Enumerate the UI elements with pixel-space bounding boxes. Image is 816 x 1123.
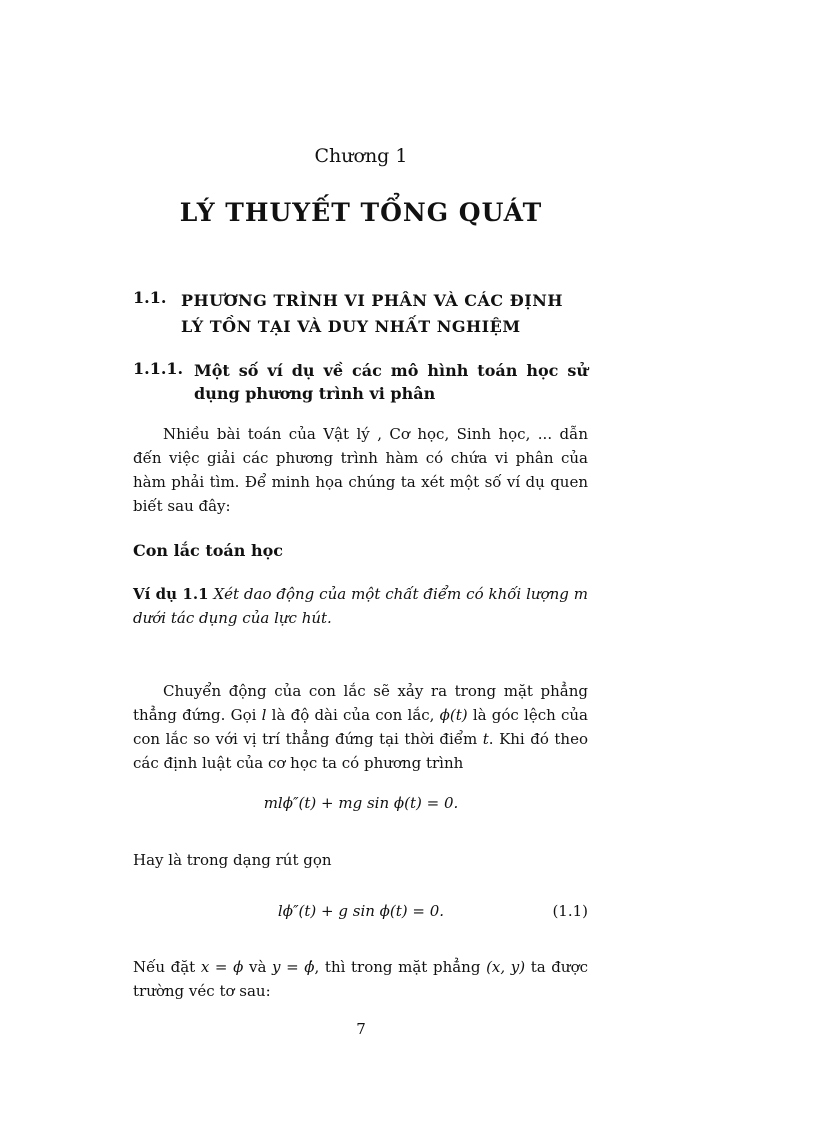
chapter-label: Chương 1 <box>314 145 408 167</box>
intro-paragraph: Nhiều bài toán của Vật lý , Cơ học, Sinh học, ... dẫn đến việc giải các phương trình hàm có chứa vi phân của hàm phải tìm. Để minh họa chúng ta xét một số ví dụ quen biết sau đây: <box>133 425 588 515</box>
equation-expr: mlϕ″(t) + mg sin ϕ(t) = 0. <box>263 794 459 812</box>
pendulum-paragraph <box>133 679 588 775</box>
page-number: 7 <box>356 1020 366 1038</box>
example-block <box>133 582 588 630</box>
equation-number: (1.1) <box>552 902 588 920</box>
math-expr: x = ϕ <box>200 958 244 976</box>
text-segment: Chuyển động của con lắc sẽ xảy ra trong mặt phẳng thẳng đứng. Gọi <box>133 682 588 724</box>
equation-2 <box>0 902 722 920</box>
chapter-title: LÝ THUYẾT TỔNG QUÁT <box>179 198 543 227</box>
example-label: Ví dụ 1.1 <box>133 585 209 603</box>
section-number: 1.1. <box>133 288 167 307</box>
text-segment: là góc lệch của con lắc so với vị trí thẳng đứng tại thời điểm <box>133 706 588 748</box>
text-segment: và <box>243 958 273 976</box>
text-segment: . Khi đó theo các định luật của cơ học ta có phương trình <box>133 730 588 772</box>
section-title: PHƯƠNG TRÌNH VI PHÂN VÀ CÁC ĐỊNH LÝ TỒN TẠI VÀ DUY NHẤT NGHIỆM <box>181 291 563 336</box>
text-segment: , thì trong mặt phẳng <box>314 958 487 976</box>
example-text: Xét dao động của một chất điểm có khối lượng m dưới tác dụng của lực hút. <box>133 585 588 627</box>
vector-field-paragraph <box>133 955 588 1003</box>
math-expr: y = ϕ̇ <box>272 958 315 976</box>
math-var: l <box>261 706 267 724</box>
subsection-title: Một số ví dụ về các mô hình toán học sử dụng phương trình vi phân <box>194 361 588 403</box>
equation-1 <box>0 794 722 812</box>
subsection-number: 1.1.1. <box>133 359 184 378</box>
equation-expr: lϕ″(t) + g sin ϕ(t) = 0. <box>277 902 445 920</box>
topic-heading: Con lắc toán học <box>133 541 284 560</box>
reduced-form-paragraph: Hay là trong dạng rút gọn <box>133 851 332 869</box>
text-segment: ta được trường véc tơ sau: <box>133 958 589 1000</box>
math-var: ϕ(t) <box>439 706 468 724</box>
text-segment: là độ dài của con lắc, <box>266 706 440 724</box>
math-expr: (x, y) <box>486 958 526 976</box>
math-var: t <box>482 730 489 748</box>
text-segment: Nếu đặt <box>133 958 201 976</box>
